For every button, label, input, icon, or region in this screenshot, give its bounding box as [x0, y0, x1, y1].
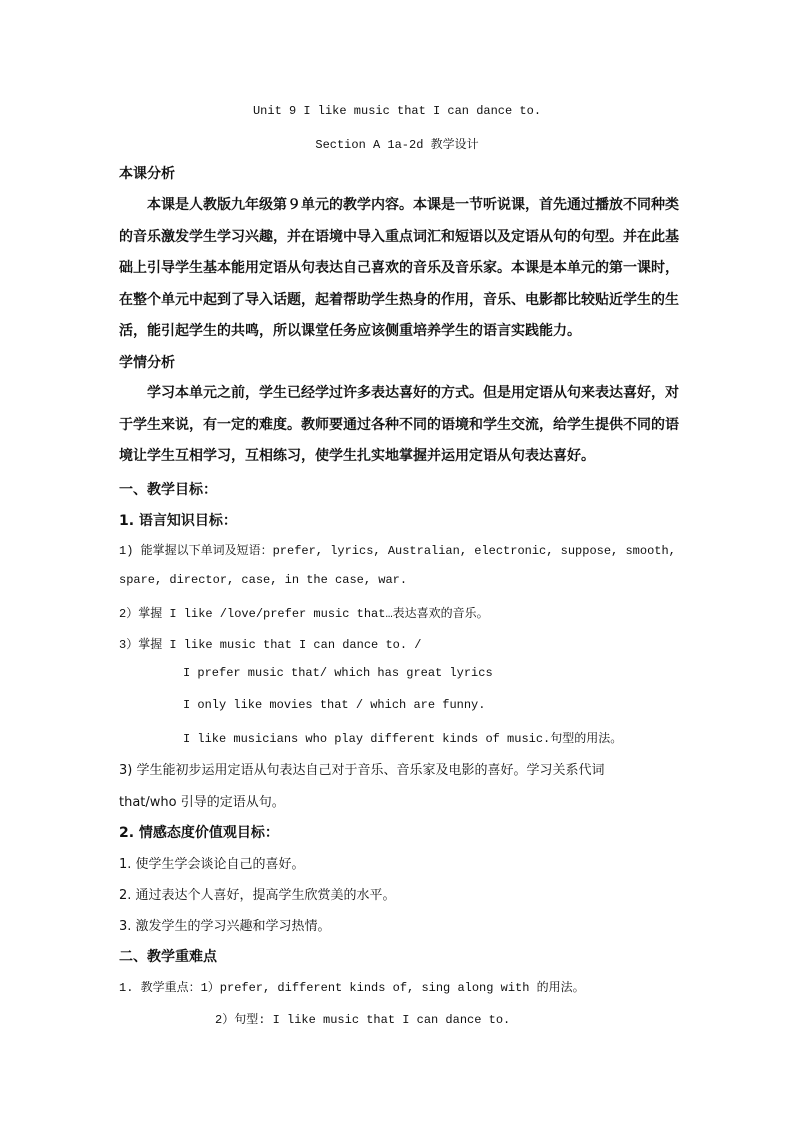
objective-item-1-line-2: spare, director, case, in the case, war. [119, 573, 408, 587]
key-point-2: 2）句型: I like music that I can dance to. [215, 1013, 511, 1027]
document-subtitle: Section A 1a-2d 教学设计 [315, 138, 479, 152]
language-objectives-heading: 1. 语言知识目标： [119, 513, 237, 529]
emotion-objective-2: 2. 通过表达个人喜好，提高学生欣赏美的水平。 [119, 888, 396, 903]
document-title: Unit 9 I like music that I can dance to. [252, 104, 542, 118]
objective-item-1-line-1: 1) 能掌握以下单词及短语：prefer, lyrics, Australian, electronic, suppose, smooth, [119, 544, 676, 558]
emotion-objective-1: 1. 使学生学会谈论自己的喜好。 [119, 857, 305, 872]
objectives-heading: 一、教学目标： [119, 482, 217, 498]
objective-item-2: 2）掌握 I like /love/prefer music that…表达喜欢的音乐。 [119, 607, 489, 621]
student-analysis-paragraph: 学习本单元之前，学生已经学过许多表达喜好的方式。但是用定语从句来表达喜好，对于学生来说，有一定的难度。教师要通过各种不同的语境和学生交流，给学生提供不同的语境让学生互相学习，互相练习，使学生扎实地掌握并运用定语从句表达喜好。 [119, 385, 679, 464]
objective-item-3-line-4: I like musicians who play different kinds of music.句型的用法。 [183, 732, 623, 746]
objective-item-3-line-3: I only like movies that / which are funny. [183, 698, 486, 712]
student-analysis-heading: 学情分析 [119, 355, 175, 371]
objective-item-4-line-2: that/who 引导的定语从句。 [119, 795, 285, 810]
lesson-analysis-paragraph: 本课是人教版九年级第９单元的教学内容。本课是一节听说课，首先通过播放不同种类的音乐激发学生学习兴趣，并在语境中导入重点词汇和短语以及定语从句的句型。并在此基础上引导学生基本能用定语从句表达自己喜欢的音乐及音乐家。本课是本单元的第一课时，在整个单元中起到了导入话题，起着帮助学生热身的作用，音乐、电影都比较贴近学生的生活，能引起学生的共鸣，所以课堂任务应该侧重培养学生的语言实践能力。 [119, 197, 679, 339]
lesson-analysis-heading: 本课分析 [119, 166, 175, 182]
objective-item-3-line-2: I prefer music that/ which has great lyrics [183, 666, 493, 680]
objective-item-3-line-1: 3）掌握 I like music that I can dance to. / [119, 638, 422, 652]
emotion-objective-3: 3. 激发学生的学习兴趣和学习热情。 [119, 919, 331, 934]
objective-item-4-line-1: 3) 学生能初步运用定语从句表达自己对于音乐、音乐家及电影的喜好。学习关系代词 [119, 763, 605, 778]
key-point-1: 1. 教学重点：1）prefer, different kinds of, sing along with 的用法。 [119, 981, 585, 995]
key-points-heading: 二、教学重难点 [119, 949, 217, 965]
emotion-objectives-heading: 2. 情感态度价值观目标： [119, 825, 279, 841]
